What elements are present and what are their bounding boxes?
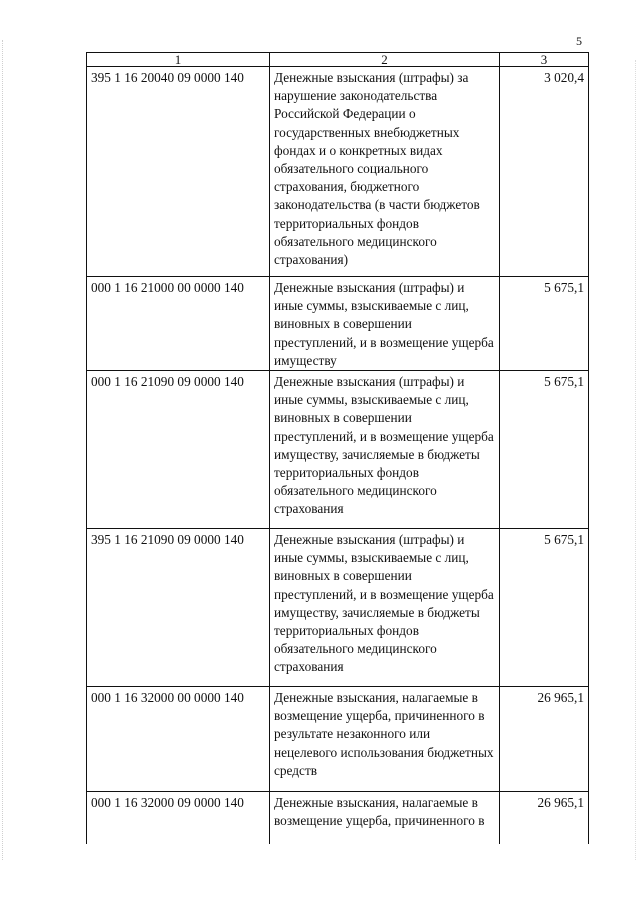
scan-edge-marks	[2, 40, 7, 860]
column-header-2: 2	[270, 53, 500, 67]
row-amount: 5 675,1	[500, 277, 589, 371]
row-name: Денежные взыскания (штрафы) и иные суммы, взыскиваемые с лиц, виновных в совершении преступлений, и в возмещение ущерба имуществу	[270, 277, 500, 371]
row-code: 000 1 16 32000 09 0000 140	[87, 792, 270, 844]
row-amount: 26 965,1	[500, 687, 589, 792]
scan-edge-marks-right	[632, 60, 636, 860]
page-number: 5	[576, 34, 582, 48]
row-code: 395 1 16 20040 09 0000 140	[87, 67, 270, 277]
row-amount: 5 675,1	[500, 529, 589, 687]
row-amount: 3 020,4	[500, 67, 589, 277]
table-row	[87, 67, 589, 277]
table-row	[87, 277, 589, 371]
row-name: Денежные взыскания, налагаемые в возмещение ущерба, причиненного в	[270, 792, 500, 844]
table-header-row	[87, 53, 589, 67]
column-header-3: 3	[500, 53, 589, 67]
table-row	[87, 529, 589, 687]
budget-table	[86, 52, 589, 844]
column-header-1: 1	[87, 53, 270, 67]
row-name: Денежные взыскания, налагаемые в возмещение ущерба, причиненного в результате незаконного или нецелевого использования бюджетных средств	[270, 687, 500, 792]
table-row	[87, 687, 589, 792]
row-name: Денежные взыскания (штрафы) и иные суммы, взыскиваемые с лиц, виновных в совершении преступлений, и в возмещение ущерба имуществу, зачисляемые в бюджеты территориальных фондов обязательного медицинского страхования	[270, 371, 500, 529]
row-code: 000 1 16 21000 00 0000 140	[87, 277, 270, 371]
row-name: Денежные взыскания (штрафы) за нарушение законодательства Российской Федерации о государственных внебюджетных фондах и о конкретных видах обязательного социального страхования, бюджетного законодательства (в части бюджетов территориальных фондов обязательного медицинского страхования)	[270, 67, 500, 277]
row-code: 000 1 16 21090 09 0000 140	[87, 371, 270, 529]
table-row	[87, 792, 589, 844]
row-amount: 5 675,1	[500, 371, 589, 529]
row-code: 395 1 16 21090 09 0000 140	[87, 529, 270, 687]
row-amount: 26 965,1	[500, 792, 589, 844]
row-code: 000 1 16 32000 00 0000 140	[87, 687, 270, 792]
row-name: Денежные взыскания (штрафы) и иные суммы, взыскиваемые с лиц, виновных в совершении преступлений, и в возмещение ущерба имуществу, зачисляемые в бюджеты территориальных фондов обязательного медицинского страхования	[270, 529, 500, 687]
table-row	[87, 371, 589, 529]
